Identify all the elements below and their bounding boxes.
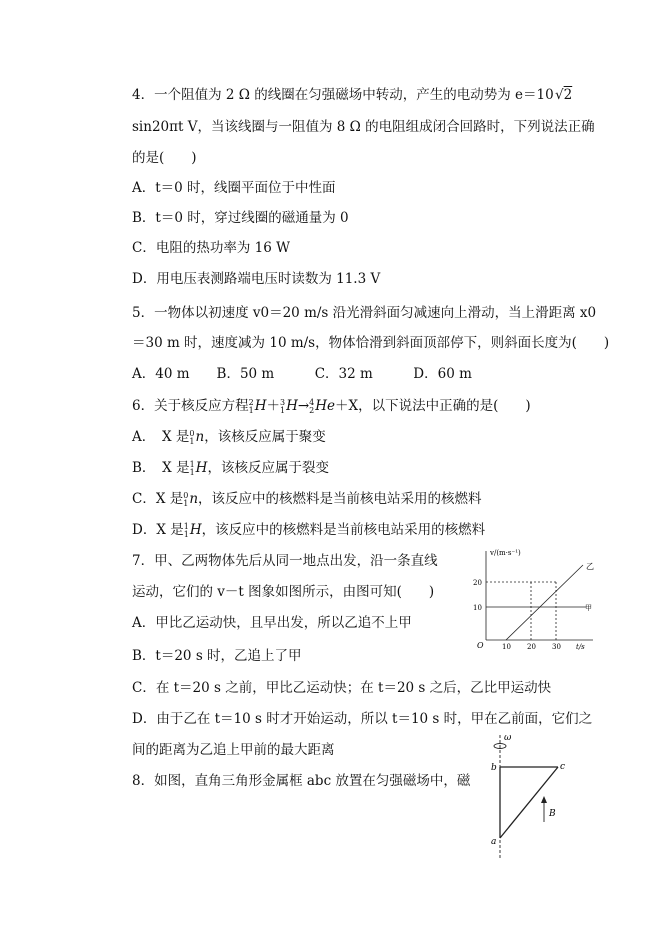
nuclide-n: 0 1 n，该反应中的核燃料是当前核电站采用的核燃料 [183, 490, 482, 508]
text-line-l8: 5．一物体以初速度 v0＝20 m/s 沿光滑斜面匀减速向上滑动，当上滑距离 x0 [132, 305, 597, 321]
text-line-l2: sin20πt V，当该线圈与一阻值为 8 Ω 的电阻组成闭合回路时，下列说法正确 [132, 119, 595, 135]
text-line-l10: A．40 m B．50 m C．32 m D．60 m [132, 366, 472, 382]
y-tick-10: 10 [473, 604, 482, 612]
y-axis-label: v/(m·s⁻¹) [490, 549, 521, 557]
q4-sqrt: √2 [555, 87, 573, 103]
label-jia: 甲 [585, 604, 592, 612]
text-line-l20: C．在 t＝20 s 之前，甲比乙运动快；在 t＝20 s 之后，乙比甲运动快 [132, 680, 552, 696]
text-line-l5: B．t＝0 时，穿过线圈的磁通量为 0 [132, 210, 349, 226]
text-line-l12: A． X 是 0 1 n，该核反应属于聚变 [132, 428, 326, 446]
vertex-c: c [560, 762, 566, 772]
text-line-l7: D．用电压表测路端电压时读数为 11.3 V [132, 271, 381, 287]
vt-graph [468, 545, 598, 650]
nuclide-n: 0 1 n，该核反应属于聚变 [189, 428, 326, 446]
nuclide-h1: 1 1 H，该核反应属于裂变 [189, 459, 329, 477]
text-line-l19: B．t＝20 s 时，乙追上了甲 [132, 648, 302, 664]
text-line-l14: C．X 是 0 1 n，该反应中的核燃料是当前核电站采用的核燃料 [132, 490, 482, 508]
text-line-l3: 的是( ) [132, 150, 197, 166]
text-line-l4: A．t＝0 时，线圈平面位于中性面 [132, 180, 336, 196]
x-tick-10: 10 [502, 643, 511, 650]
origin-label: O [477, 641, 484, 650]
text-line-l18: A．甲比乙运动快，且早出发，所以乙追不上甲 [132, 615, 412, 631]
series-yi-line [506, 565, 583, 640]
q6-prefix: 6．关于核反应方程 [132, 398, 249, 414]
field-label-B: B [549, 809, 556, 819]
text-line-l13: B． X 是 1 1 H，该核反应属于裂变 [132, 459, 329, 477]
label-yi: 乙 [586, 562, 594, 571]
text-line-l22: 间的距离为乙追上甲前的最大距离 [132, 742, 335, 758]
frame-diagram [478, 730, 578, 860]
vertex-a: a [491, 837, 497, 847]
x-tick-30: 30 [552, 643, 561, 650]
text-line-l15: D．X 是 1 1 H，该反应中的核燃料是当前核电站采用的核燃料 [132, 521, 486, 539]
y-tick-20: 20 [473, 579, 482, 587]
text-line-l6: C．电阻的热功率为 16 W [132, 240, 290, 256]
nuclide-h1: 1 1 H，该反应中的核燃料是当前核电站采用的核燃料 [183, 521, 486, 539]
nuclide-he: 4 2 [309, 397, 315, 415]
nuclide-h2: 2 1 [248, 397, 254, 415]
x-tick-20: 20 [527, 643, 536, 650]
text-line-l17: 运动，它们的 v－t 图象如图所示，由图可知( ) [132, 584, 435, 600]
x-axis-label: t/s [576, 643, 585, 650]
text-line-l9: ＝30 m 时，速度减为 10 m/s，物体恰滑到斜面顶部停下，则斜面长度为( ) [132, 335, 610, 351]
text-line-l21: D．由于乙在 t＝10 s 时才开始运动，所以 t＝10 s 时，甲在乙前面，它们之 [132, 711, 593, 727]
text-line-l16: 7．甲、乙两物体先后从同一地点出发，沿一条直线 [132, 553, 438, 569]
edge-ac [500, 767, 558, 838]
nuclide-h3: 3 1 [279, 397, 286, 415]
q6-stem: 6．关于核反应方程 2 1 H＋ 3 1 H→ 4 2 He＋X，以下说法中正确的是( ) [132, 397, 531, 415]
omega-label: ω [504, 733, 512, 743]
text-line-l1: 4．一个阻值为 2 Ω 的线圈在匀强磁场中转动，产生的电动势为 e＝10 [132, 87, 554, 103]
text-line-l23: 8．如图，直角三角形金属框 abc 放置在匀强磁场中，磁 [132, 773, 471, 789]
vertex-b: b [491, 763, 497, 773]
